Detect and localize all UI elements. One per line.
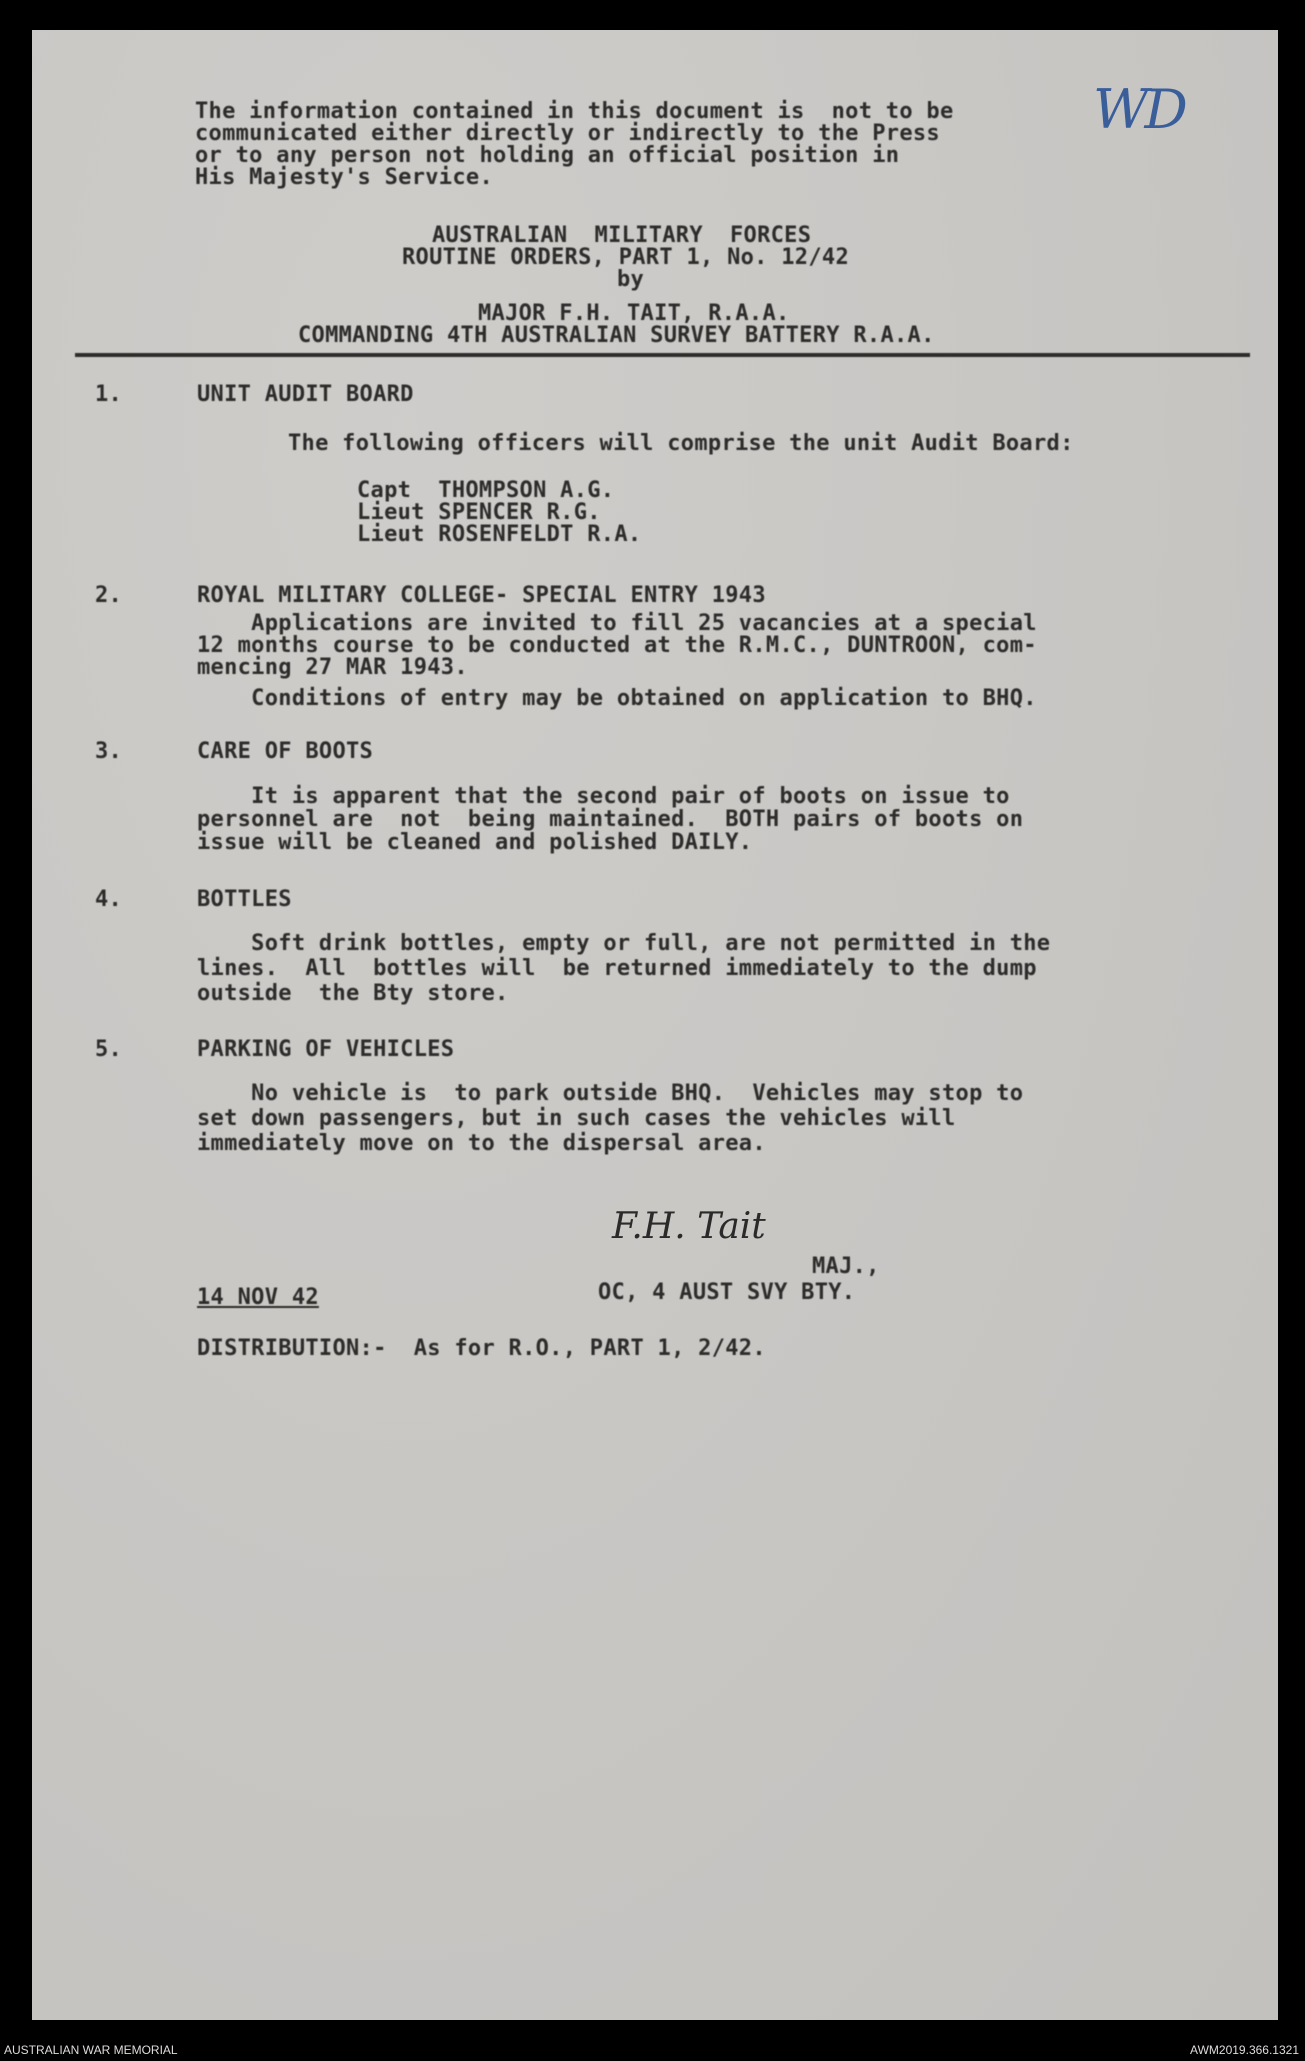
security-notice-line-1: The information contained in this document is not to be xyxy=(195,99,954,124)
item-5-line-3: immediately move on to the dispersal area. xyxy=(197,1131,766,1156)
item-title-4: BOTTLES xyxy=(197,887,292,912)
item-number-4: 4. xyxy=(95,887,123,912)
item-3-line-3: issue will be cleaned and polished DAILY. xyxy=(197,830,753,855)
header-command: COMMANDING 4TH AUSTRALIAN SURVEY BATTERY R.A.A. xyxy=(298,323,935,348)
item-number-5: 5. xyxy=(95,1037,123,1062)
security-notice-line-4: His Majesty's Service. xyxy=(195,165,493,190)
item-2-line-4: Conditions of entry may be obtained on application to BHQ. xyxy=(197,686,1037,711)
header-by: by xyxy=(617,267,645,292)
security-notice-line-3: or to any person not holding an official position in xyxy=(195,143,900,168)
item-4-line-1: Soft drink bottles, empty or full, are not permitted in the xyxy=(197,931,1051,956)
item-number-3: 3. xyxy=(95,739,123,764)
item-title-5: PARKING OF VEHICLES xyxy=(197,1037,455,1062)
header-force-name: AUSTRALIAN MILITARY FORCES xyxy=(432,223,812,248)
header-commander: MAJOR F.H. TAIT, R.A.A. xyxy=(478,301,790,326)
officer-2: Lieut SPENCER R.G. xyxy=(357,500,601,525)
handwritten-annotation: WD xyxy=(1093,78,1184,141)
signature-rank: MAJ., xyxy=(812,1254,880,1279)
officer-3: Lieut ROSENFELDT R.A. xyxy=(357,522,642,547)
item-title-1: UNIT AUDIT BOARD xyxy=(197,382,414,407)
item-2-line-1: Applications are invited to fill 25 vacancies at a special xyxy=(197,611,1037,636)
item-number-1: 1. xyxy=(95,382,123,407)
order-date: 14 NOV 42 xyxy=(197,1285,319,1310)
archive-reference: AWM2019.366.1321 xyxy=(1190,2043,1299,2057)
header-orders-title: ROUTINE ORDERS, PART 1, No. 12/42 xyxy=(402,245,849,270)
handwritten-signature: F.H. Tait xyxy=(612,1206,766,1247)
item-3-line-1: It is apparent that the second pair of boots on issue to xyxy=(197,784,1010,809)
distribution-line: DISTRIBUTION:- As for R.O., PART 1, 2/42. xyxy=(197,1336,766,1361)
item-4-line-2: lines. All bottles will be returned immediately to the dump xyxy=(197,956,1037,981)
archive-credit: AUSTRALIAN WAR MEMORIAL xyxy=(4,2043,178,2057)
item-title-3: CARE OF BOOTS xyxy=(197,739,374,764)
item-3-line-2: personnel are not being maintained. BOTH pairs of boots on xyxy=(197,807,1024,832)
security-notice-line-2: communicated either directly or indirectly to the Press xyxy=(195,121,940,146)
header-divider xyxy=(75,353,1250,357)
item-2-line-3: mencing 27 MAR 1943. xyxy=(197,655,468,680)
officer-1: Capt THOMPSON A.G. xyxy=(357,478,615,503)
signature-title: OC, 4 AUST SVY BTY. xyxy=(598,1280,856,1305)
item-number-2: 2. xyxy=(95,583,123,608)
item-4-line-3: outside the Bty store. xyxy=(197,981,509,1006)
item-1-text: The following officers will comprise the unit Audit Board: xyxy=(288,431,1074,456)
item-5-line-1: No vehicle is to park outside BHQ. Vehicles may stop to xyxy=(197,1081,1024,1106)
item-title-2: ROYAL MILITARY COLLEGE- SPECIAL ENTRY 1943 xyxy=(197,583,766,608)
item-5-line-2: set down passengers, but in such cases the vehicles will xyxy=(197,1106,956,1131)
item-2-line-2: 12 months course to be conducted at the R.M.C., DUNTROON, com- xyxy=(197,633,1037,658)
